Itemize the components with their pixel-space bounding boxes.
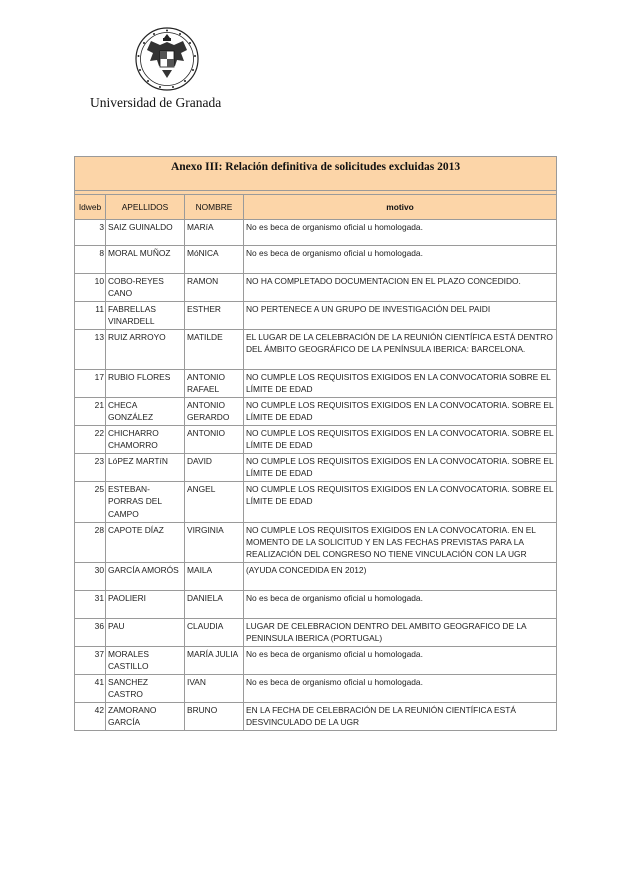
cell-idweb: 30 [75,563,106,591]
cell-nombre: ANTONIO GERARDO [185,398,244,426]
table-row [75,482,557,523]
cell-motivo: No es beca de organismo oficial u homologada. [244,591,557,619]
cell-motivo: NO CUMPLE LOS REQUISITOS EXIGIDOS EN LA CONVOCATORIA. SOBRE EL LÍMITE DE EDAD [244,482,557,523]
cell-idweb: 17 [75,370,106,398]
cell-idweb: 42 [75,703,106,731]
cell-nombre: ESTHER [185,301,244,329]
cell-apellidos: SANCHEZ CASTRO [106,675,185,703]
cell-nombre: MARíA [185,220,244,246]
table-row [75,619,557,647]
university-seal-logo [134,26,200,92]
cell-motivo: NO CUMPLE LOS REQUISITOS EXIGIDOS EN LA CONVOCATORIA. SOBRE EL LÍMITE DE EDAD [244,426,557,454]
cell-apellidos: ZAMORANO GARCÍA [106,703,185,731]
cell-nombre: IVAN [185,675,244,703]
cell-apellidos: MORAL MUÑOZ [106,245,185,273]
cell-apellidos: CHECA GONZÁLEZ [106,398,185,426]
cell-apellidos: PAU [106,619,185,647]
table-row [75,273,557,301]
cell-apellidos: CHICHARRO CHAMORRO [106,426,185,454]
table-title-row [75,157,557,191]
cell-idweb: 21 [75,398,106,426]
table-row [75,398,557,426]
cell-idweb: 31 [75,591,106,619]
table-row [75,329,557,370]
cell-apellidos: ESTEBAN-PORRAS DEL CAMPO [106,482,185,523]
cell-nombre: MóNICA [185,245,244,273]
cell-motivo: NO PERTENECE A UN GRUPO DE INVESTIGACIÓN DEL PAIDI [244,301,557,329]
cell-nombre: RAMON [185,273,244,301]
cell-nombre: MAILA [185,563,244,591]
cell-apellidos: RUIZ ARROYO [106,329,185,370]
table-row [75,591,557,619]
cell-motivo: (AYUDA CONCEDIDA EN 2012) [244,563,557,591]
cell-motivo: No es beca de organismo oficial u homologada. [244,220,557,246]
cell-motivo: No es beca de organismo oficial u homologada. [244,675,557,703]
cell-nombre: MARÍA JULIA [185,647,244,675]
cell-nombre: MATILDE [185,329,244,370]
cell-idweb: 25 [75,482,106,523]
cell-nombre: ANTONIO [185,426,244,454]
cell-apellidos: CAPOTE DÍAZ [106,522,185,563]
cell-apellidos: SAIZ GUINALDO [106,220,185,246]
table-row [75,454,557,482]
column-header-nombre: NOMBRE [185,195,244,220]
cell-idweb: 41 [75,675,106,703]
cell-idweb: 36 [75,619,106,647]
table-row [75,563,557,591]
cell-idweb: 28 [75,522,106,563]
table-row [75,675,557,703]
cell-nombre: DANIELA [185,591,244,619]
cell-nombre: ANTONIO RAFAEL [185,370,244,398]
table-row [75,426,557,454]
table-row [75,522,557,563]
table-row [75,301,557,329]
column-header-idweb: Idweb [75,195,106,220]
cell-nombre: BRUNO [185,703,244,731]
cell-idweb: 10 [75,273,106,301]
excluded-applications-table [74,156,557,731]
cell-nombre: VIRGINIA [185,522,244,563]
cell-motivo: NO CUMPLE LOS REQUISITOS EXIGIDOS EN LA CONVOCATORIA SOBRE EL LÍMITE DE EDAD [244,370,557,398]
table-row [75,370,557,398]
cell-apellidos: GARCÍA AMORÓS [106,563,185,591]
cell-motivo: EN LA FECHA DE CELEBRACIÓN DE LA REUNIÓN CIENTÍFICA ESTÁ DESVINCULADO DE LA UGR [244,703,557,731]
cell-apellidos: MORALES CASTILLO [106,647,185,675]
cell-apellidos: COBO-REYES CANO [106,273,185,301]
cell-idweb: 37 [75,647,106,675]
cell-nombre: DAVID [185,454,244,482]
table-row [75,220,557,246]
cell-nombre: ANGEL [185,482,244,523]
table-row [75,647,557,675]
table-header-row [75,195,557,220]
cell-apellidos: FABRELLAS VINARDELL [106,301,185,329]
university-name: Universidad de Granada [90,95,222,110]
cell-motivo: No es beca de organismo oficial u homologada. [244,647,557,675]
cell-idweb: 8 [75,245,106,273]
cell-apellidos: LóPEZ MARTíN [106,454,185,482]
table-row [75,245,557,273]
cell-apellidos: PAOLIERI [106,591,185,619]
cell-motivo: NO CUMPLE LOS REQUISITOS EXIGIDOS EN LA CONVOCATORIA. SOBRE EL LÍMITE DE EDAD [244,454,557,482]
cell-motivo: NO HA COMPLETADO DOCUMENTACION EN EL PLAZO CONCEDIDO. [244,273,557,301]
table-row [75,703,557,731]
cell-motivo: NO CUMPLE LOS REQUISITOS EXIGIDOS EN LA CONVOCATORIA. EN EL MOMENTO DE LA SOLICITUD Y EN LAS FECHAS PREVISTAS PARA LA REALIZACIÓN DEL CONGRESO NO TIENE VINCULACIÓN CON LA UGR [244,522,557,563]
column-header-apellidos: APELLIDOS [106,195,185,220]
cell-motivo: NO CUMPLE LOS REQUISITOS EXIGIDOS EN LA CONVOCATORIA. SOBRE EL LÍMITE DE EDAD [244,398,557,426]
cell-motivo: EL LUGAR DE LA CELEBRACIÓN DE LA REUNIÓN CIENTÍFICA ESTÁ DENTRO DEL ÁMBITO GEOGRÁFICO DE LA PENÍNSULA IBERICA: BARCELONA. [244,329,557,370]
cell-idweb: 23 [75,454,106,482]
cell-idweb: 13 [75,329,106,370]
cell-idweb: 11 [75,301,106,329]
cell-motivo: LUGAR DE CELEBRACION DENTRO DEL AMBITO GEOGRAFICO DE LA PENINSULA IBERICA (PORTUGAL) [244,619,557,647]
cell-apellidos: RUBIO FLORES [106,370,185,398]
cell-idweb: 22 [75,426,106,454]
cell-nombre: CLAUDIA [185,619,244,647]
cell-idweb: 3 [75,220,106,246]
column-header-motivo: motivo [244,195,557,220]
table-title: Anexo III: Relación definitiva de solicitudes excluidas 2013 [75,157,557,191]
cell-motivo: No es beca de organismo oficial u homologada. [244,245,557,273]
